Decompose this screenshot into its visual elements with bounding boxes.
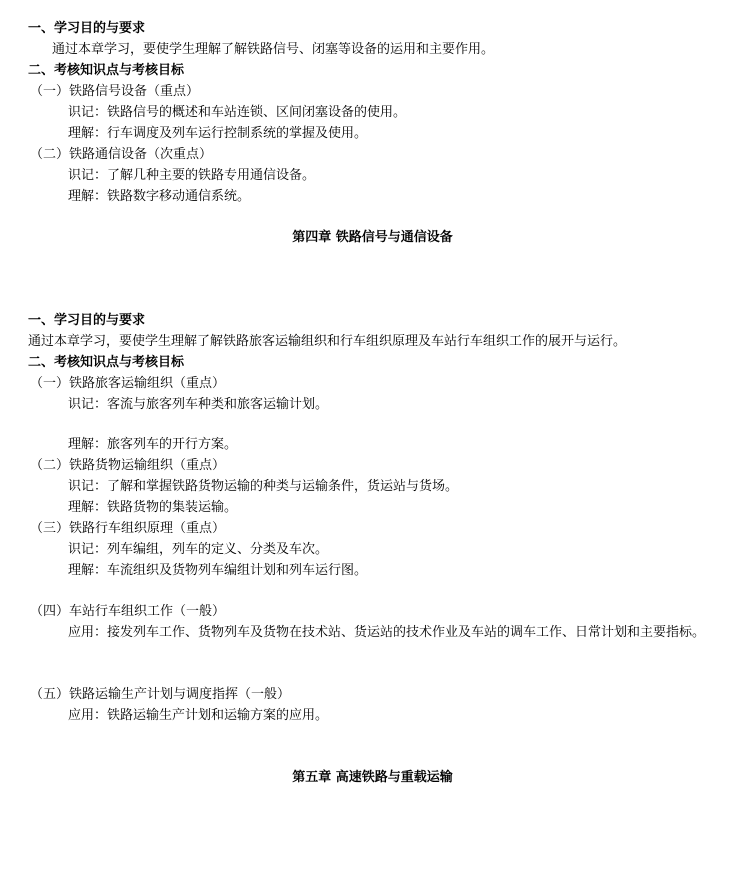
item-signal-equipment-understand: 理解：行车调度及列车运行控制系统的掌握及使用。 — [68, 126, 368, 141]
heading-objectives-prev: 一、学习目的与要求 — [28, 21, 146, 36]
item-station-operation-apply: 应用：接发列车工作、货物列车及货物在技术站、货运站的技术作业及车站的调车工作、日常计划和主要指标。 — [68, 625, 706, 640]
item-passenger-transport-title: （一）铁路旅客运输组织（重点） — [30, 376, 226, 391]
chapter-5-title: 第五章 高速铁路与重载运输 — [292, 770, 453, 785]
item-train-operation-recall: 识记：列车编组，列车的定义、分类及车次。 — [68, 542, 329, 557]
item-passenger-transport-understand: 理解：旅客列车的开行方案。 — [68, 437, 238, 452]
item-passenger-transport-recall: 识记：客流与旅客列车种类和旅客运输计划。 — [68, 397, 329, 412]
heading-exam-points-prev: 二、考核知识点与考核目标 — [28, 63, 185, 78]
chapter-4-title: 第四章 铁路信号与通信设备 — [292, 230, 453, 245]
item-production-plan-title: （五）铁路运输生产计划与调度指挥（一般） — [30, 687, 291, 702]
item-signal-equipment-recall: 识记：铁路信号的概述和车站连锁、区间闭塞设备的使用。 — [68, 105, 407, 120]
item-freight-transport-title: （二）铁路货物运输组织（重点） — [30, 458, 226, 473]
item-communication-equipment-understand: 理解：铁路数字移动通信系统。 — [68, 189, 251, 204]
intro: 通过本章学习，要使学生理解了解铁路旅客运输组织和行车组织原理及车站行车组织工作的展开与运行。 — [28, 334, 627, 349]
item-station-operation-title: （四）车站行车组织工作（一般） — [30, 604, 226, 619]
item-train-operation-title: （三）铁路行车组织原理（重点） — [30, 521, 226, 536]
item-production-plan-apply: 应用：铁路运输生产计划和运输方案的应用。 — [68, 708, 329, 723]
intro-prev: 通过本章学习，要使学生理解了解铁路信号、闭塞等设备的运用和主要作用。 — [52, 42, 495, 57]
heading-exam-points: 二、考核知识点与考核目标 — [28, 355, 185, 370]
item-freight-transport-understand: 理解：铁路货物的集装运输。 — [68, 500, 238, 515]
heading-objectives: 一、学习目的与要求 — [28, 313, 146, 328]
item-train-operation-understand: 理解：车流组织及货物列车编组计划和列车运行图。 — [68, 563, 368, 578]
item-communication-equipment-recall: 识记：了解几种主要的铁路专用通信设备。 — [68, 168, 316, 183]
item-communication-equipment-title: （二）铁路通信设备（次重点） — [30, 147, 213, 162]
item-signal-equipment-title: （一）铁路信号设备（重点） — [30, 84, 200, 99]
item-freight-transport-recall: 识记：了解和掌握铁路货物运输的种类与运输条件，货运站与货场。 — [68, 479, 459, 494]
